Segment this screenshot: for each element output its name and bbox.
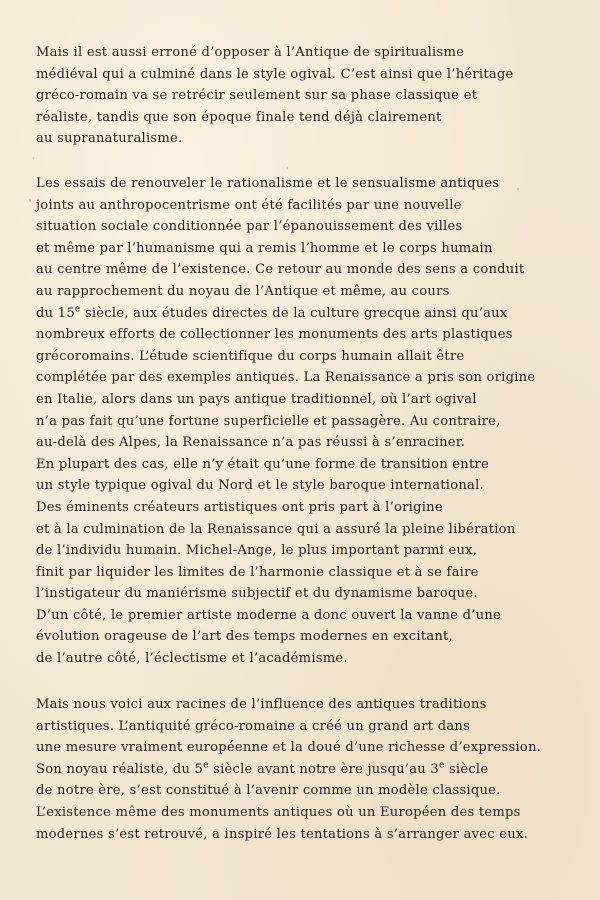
paper-speck [517, 188, 519, 190]
text-line: de l’individu humain. Michel-Ange, le plus important parmi eux, [36, 543, 478, 559]
paragraph-3 [36, 694, 541, 845]
text-line: un style typique ogival du Nord et le style baroque international. [36, 478, 484, 494]
text-line: de notre ère, s’est constitué à l’avenir comme un modèle classique. [36, 783, 501, 799]
text-line: complétée par des exemples antiques. La Renaissance a pris son origine [36, 370, 536, 386]
text-line: du 15e siècle, aux études directes de la culture grecque ainsi qu’aux [36, 304, 508, 321]
paper-speck [287, 167, 288, 169]
paper-speck [33, 157, 34, 159]
text-line: joints au anthropocentrisme ont été facilités par une nouvelle [36, 197, 462, 213]
text-line: évolution orageuse de l’art des temps modernes en excitant, [36, 629, 453, 645]
text-line: Mais nous voici aux racines de l’influence des antiques traditions [36, 697, 487, 712]
text-line: en Italie, alors dans un pays antique traditionnel, où l’art ogival [36, 391, 477, 407]
text-line: Son noyau réaliste, du 5e siècle avant notre ère jusqu’au 3e siècle [36, 760, 489, 777]
text-line: et même par l’humanisme qui a remis l’homme et le corps humain [36, 240, 493, 256]
text-line: une mesure vraiment européenne et la doué d’une richesse d’expression. [36, 740, 542, 756]
text-line: au rapprochement du noyau de l’Antique et même, au cours [36, 283, 450, 299]
text-line: n’a pas fait qu’une fortune superficielle et passagère. Au contraire, [36, 413, 501, 429]
text-line: médiéval qui a culminé dans le style ogival. C’est ainsi que l’héritage [36, 66, 514, 82]
paper-speck [29, 199, 31, 202]
text-line: Mais il est aussi erroné d’opposer à l’Antique de spiritualisme [36, 45, 465, 60]
text-line: réaliste, tandis que son époque finale tend déjà clairement [36, 109, 442, 125]
text-line: au supranaturalisme. [36, 131, 183, 147]
text-line: Des éminents créateurs artistiques ont pris part à l’origine [36, 499, 443, 515]
text-line: au centre même de l’existence. Ce retour au monde des sens a conduit [36, 262, 525, 278]
text-line: de l’autre côté, l’éclectisme et l’académisme. [36, 651, 348, 667]
text-line: finit par liquider les limites de l’harmonie classique et à se faire [36, 564, 479, 580]
text-line: au-delà des Alpes, la Renaissance n’a pas réussi à s’enraciner. [36, 435, 466, 451]
text-line: nombreux efforts de collectionner les monuments des arts plastiques [36, 327, 513, 343]
text-line: En plupart des cas, elle n’y était qu’une forme de transition entre [36, 456, 489, 472]
text-line: L’existence même des monuments antiques où un Européen des temps [36, 804, 521, 820]
paragraph-1 [36, 42, 514, 150]
text-line: Les essais de renouveler le rationalisme et le sensualisme antiques [36, 176, 500, 191]
text-line: grécoromains. L’étude scientifique du corps humain allait être [36, 348, 465, 364]
text-line: et à la culmination de la Renaissance qui a assuré la pleine libération [36, 521, 516, 537]
text-line: modernes s’est retrouvé, a inspiré les tentations à s’arranger avec eux. [36, 826, 529, 842]
text-line: gréco-romain va se retrécir seulement sur sa phase classique et [36, 88, 478, 104]
paragraph-2 [36, 173, 535, 670]
text-line: situation sociale conditionnée par l’épanouissement des villes [36, 219, 463, 235]
text-line: l’instigateur du maniérisme subjectif et du dynamisme baroque. [36, 586, 478, 602]
text-line: D’un côté, le premier artiste moderne a donc ouvert la vanne d’une [36, 607, 502, 623]
text-line: artistiques. L’antiquité gréco-romaine a créé un grand art dans [36, 718, 471, 734]
